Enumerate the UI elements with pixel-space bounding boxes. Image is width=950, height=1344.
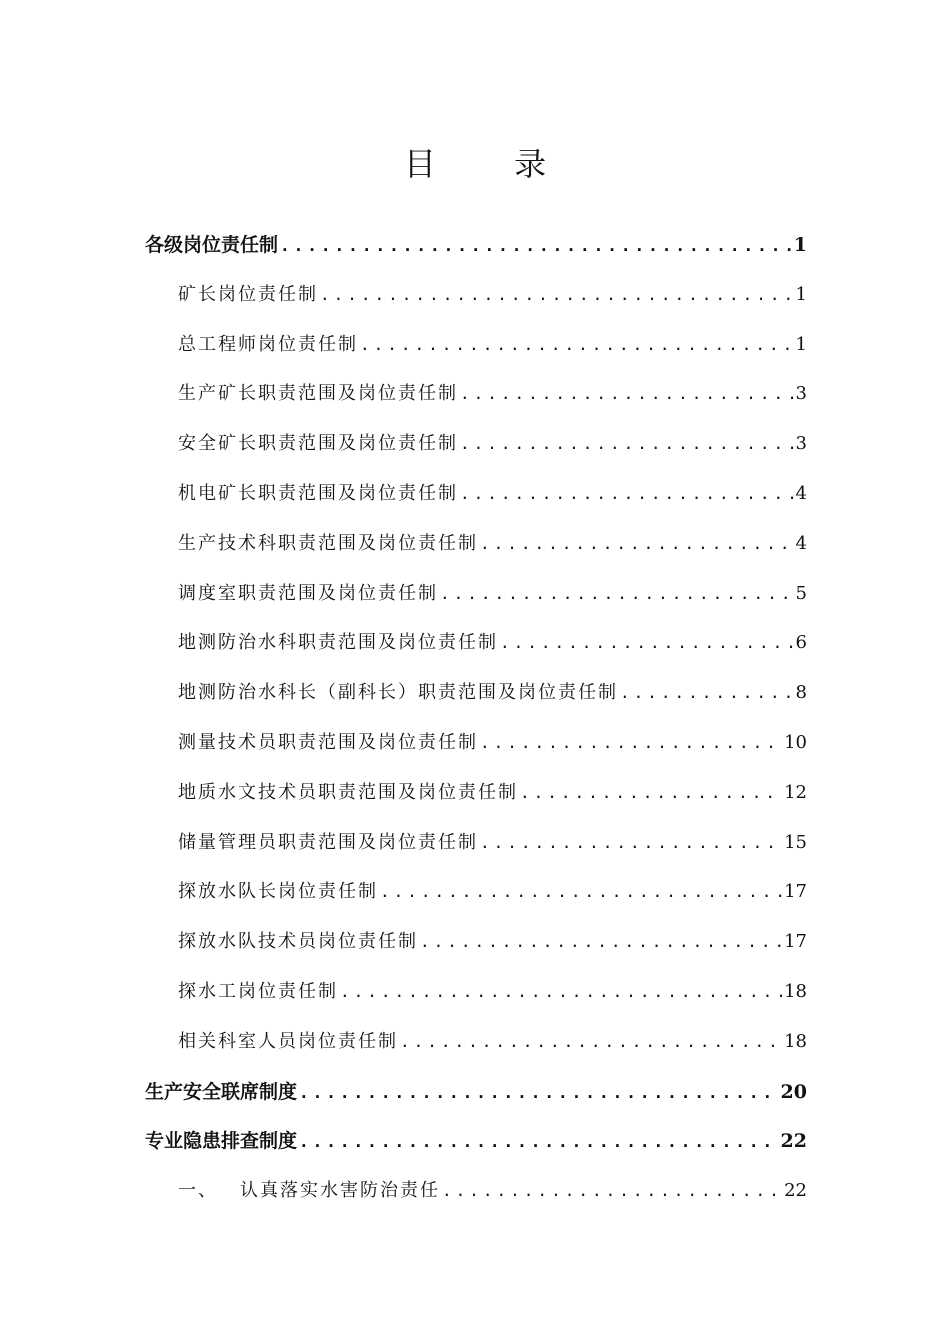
toc-entry[interactable]	[178, 823, 807, 863]
toc-entry-page-number: 1	[793, 234, 807, 256]
toc-entry[interactable]	[178, 374, 807, 414]
dot-leader	[420, 922, 782, 962]
toc-entry-page-number: 12	[784, 781, 807, 803]
toc-entry-number: 一、	[178, 1180, 218, 1202]
dot-leader	[340, 972, 782, 1012]
toc-entry-page-number: 22	[780, 1130, 807, 1153]
toc-entry[interactable]	[145, 1121, 807, 1161]
toc-entry[interactable]	[178, 1022, 807, 1062]
dot-leader	[320, 275, 794, 315]
toc-entry-page-number: 1	[795, 283, 807, 305]
toc-entry[interactable]	[178, 275, 807, 315]
toc-entry-page-number: 3	[795, 383, 807, 405]
dot-leader	[280, 226, 792, 266]
toc-entry-label: 储量管理员职责范围及岗位责任制	[178, 831, 478, 853]
toc-entry[interactable]	[178, 1171, 807, 1211]
toc-entry-page-number: 17	[784, 931, 807, 953]
dot-leader	[460, 474, 794, 514]
toc-entry-label: 总工程师岗位责任制	[178, 333, 358, 355]
dot-leader	[440, 574, 794, 614]
dot-leader	[480, 723, 782, 763]
toc-entry-page-number: 6	[795, 632, 807, 654]
toc-entry-page-number: 8	[795, 682, 807, 704]
toc-entry-label: 矿长岗位责任制	[178, 283, 318, 305]
toc-entry-label: 机电矿长职责范围及岗位责任制	[178, 483, 458, 504]
toc-entry-page-number: 5	[795, 582, 807, 604]
toc-entry-label: 生产技术科职责范围及岗位责任制	[178, 532, 478, 554]
toc-entry-page-number: 3	[795, 433, 807, 455]
toc-entry[interactable]	[178, 872, 807, 912]
toc-entry-label: 探放水队长岗位责任制	[178, 881, 378, 903]
toc-entry-label: 专业隐患排查制度	[145, 1130, 298, 1153]
dot-leader	[380, 872, 782, 912]
toc-entry[interactable]	[178, 574, 807, 614]
toc-entry-label: 安全矿长职责范围及岗位责任制	[178, 433, 458, 455]
toc-entry-page-number: 18	[784, 981, 807, 1002]
toc-entry[interactable]	[178, 325, 807, 365]
toc-entry[interactable]	[178, 723, 807, 763]
toc-entry-label: 相关科室人员岗位责任制	[178, 1030, 398, 1052]
dot-leader	[360, 325, 794, 365]
dot-leader	[460, 374, 794, 414]
toc-entry-label: 地测防治水科长（副科长）职责范围及岗位责任制	[178, 682, 618, 704]
toc-entry[interactable]	[178, 773, 807, 813]
toc-entry-page-number: 18	[784, 1030, 807, 1052]
toc-entry-label: 探放水队技术员岗位责任制	[178, 931, 418, 953]
toc-entry-page-number: 4	[795, 532, 807, 554]
toc-entry[interactable]	[178, 972, 807, 1012]
dot-leader	[299, 1122, 779, 1162]
toc-entry[interactable]	[178, 922, 807, 962]
toc-entry-page-number: 20	[780, 1080, 807, 1103]
dot-leader	[299, 1073, 779, 1113]
dot-leader	[460, 424, 794, 464]
toc-title: 目 录	[403, 145, 581, 183]
toc-entry[interactable]	[178, 424, 807, 464]
toc-entry-label: 各级岗位责任制	[145, 234, 279, 256]
toc-entry[interactable]	[145, 225, 807, 265]
toc-entry-page-number: 1	[795, 333, 807, 355]
toc-entry[interactable]	[145, 1072, 807, 1112]
toc-entry-label: 探水工岗位责任制	[178, 981, 338, 1002]
dot-leader	[400, 1022, 782, 1062]
toc-entry-page-number: 22	[784, 1180, 807, 1202]
dot-leader	[480, 823, 782, 863]
toc-entry-label: 生产安全联席制度	[145, 1080, 298, 1103]
toc-entry[interactable]	[178, 623, 807, 663]
toc-entry-page-number: 17	[784, 881, 807, 903]
dot-leader	[500, 623, 794, 663]
toc-entry-label: 生产矿长职责范围及岗位责任制	[178, 383, 458, 405]
toc-entry-label: 地质水文技术员职责范围及岗位责任制	[178, 781, 518, 803]
toc-entry-page-number: 15	[784, 831, 807, 853]
dot-leader	[520, 773, 782, 813]
toc-entry-label: 调度室职责范围及岗位责任制	[178, 582, 438, 604]
dot-leader	[620, 673, 794, 713]
toc-entry-label: 认真落实水害防治责任	[240, 1180, 440, 1202]
toc-entry-label: 地测防治水科职责范围及岗位责任制	[178, 632, 498, 654]
toc-entry[interactable]	[178, 474, 807, 514]
toc-entry[interactable]	[178, 673, 807, 713]
dot-leader	[480, 524, 794, 564]
toc-entry-label: 测量技术员职责范围及岗位责任制	[178, 732, 478, 753]
toc-entry[interactable]	[178, 524, 807, 564]
toc-entry-page-number: 4	[795, 483, 807, 504]
toc-entry-page-number: 10	[784, 732, 807, 753]
dot-leader	[442, 1171, 782, 1211]
